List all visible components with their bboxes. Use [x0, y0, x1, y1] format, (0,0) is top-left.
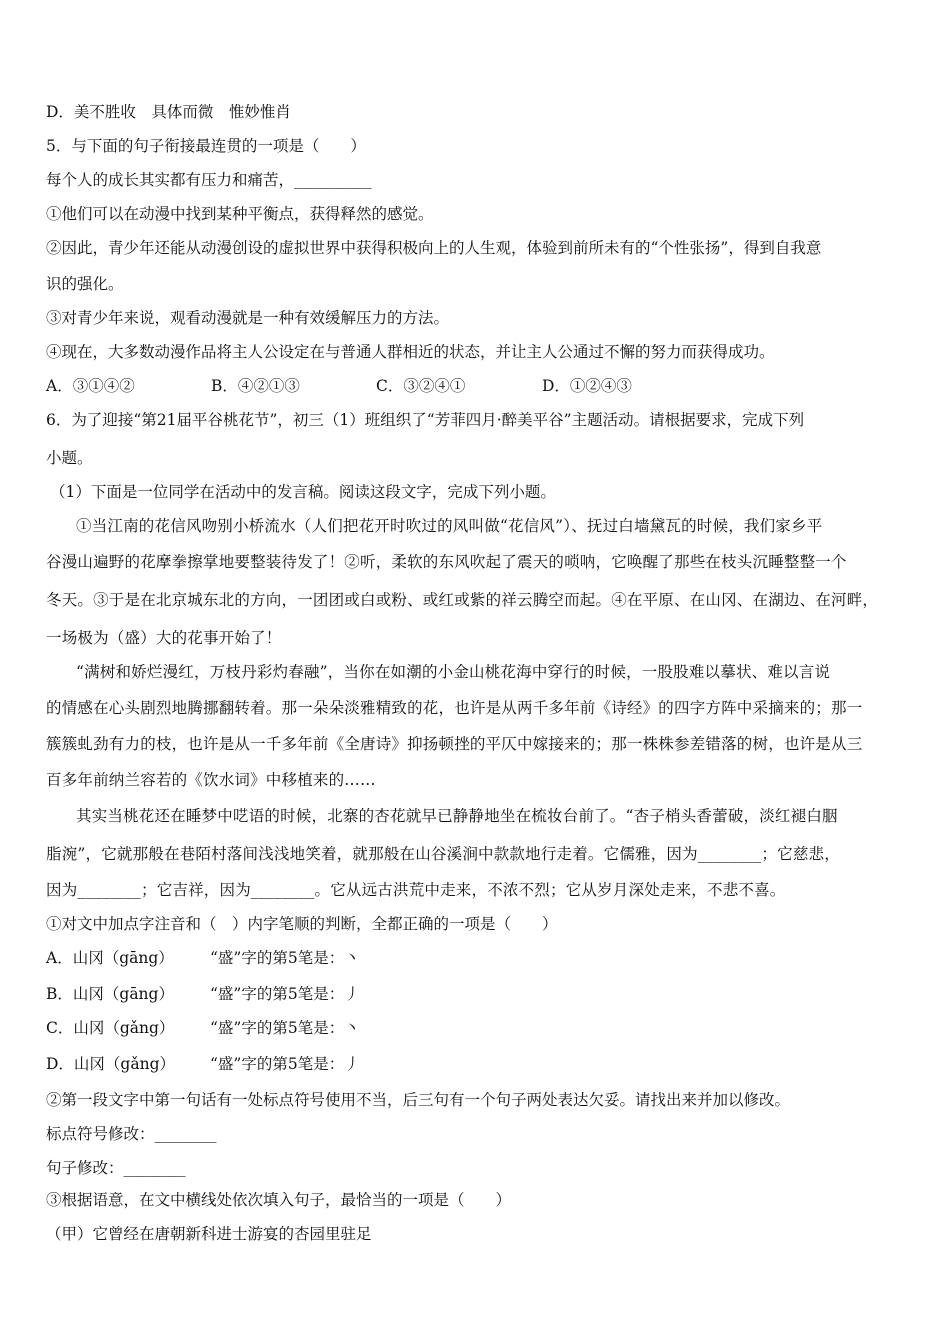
pinyin-option-label: C．山冈（gǎng） — [46, 1019, 175, 1037]
passage-p3-line3: 因为________；它吉祥，因为________。它从远古洪荒中走来，不浓不烈；它从岁月深处走来，不悲不喜。 — [46, 881, 786, 899]
question-iii: ③根据语意，在文中横线处依次填入句子，最恰当的一项是（ ） — [46, 1191, 512, 1209]
pinyin-option-label: B．山冈（gāng） — [46, 985, 174, 1003]
passage-p1-line1: ①当江南的花信风吻别小桥流水（人们把花开时吹过的风叫做“花信风”）、抚过白墙黛瓦的时候，我们家乡平 — [76, 517, 823, 535]
stroke-order-text: “盛”字的第5笔是：丶 — [210, 1019, 360, 1037]
q5-stem: 5．与下面的句子衔接最连贯的一项是（ ） — [46, 137, 366, 155]
q5-sentence-2a: ②因此，青少年还能从动漫创设的虚拟世界中获得积极向上的人生观，体验到前所未有的“个性张扬”，得到自我意 — [46, 239, 822, 257]
q5-sentence-3: ③对青少年来说，观看动漫就是一种有效缓解压力的方法。 — [46, 309, 450, 327]
passage-p3-line2: 脂涴”，它就那般在巷陌村落间浅浅地笑着，就那般在山谷溪涧中款款地行走着。它儒雅，因为________；它慈悲， — [46, 845, 840, 863]
stroke-order-text: “盛”字的第5笔是：丶 — [210, 949, 360, 967]
q5-sentence-4: ④现在，大多数动漫作品将主人公设定在与普通人群相近的状态，并让主人公通过不懈的努力而获得成功。 — [46, 343, 775, 361]
q5-option-a: A．③①④② — [46, 377, 135, 395]
question-ii: ②第一段文字中第一句话有一处标点符号使用不当，后三句有一个句子两处表达欠妥。请找出来并加以修改。 — [46, 1091, 791, 1109]
q4-option-d: D．美不胜收 具体而微 惟妙惟肖 — [46, 103, 291, 121]
passage-p1-line3: 冬天。③于是在北京城东北的方向，一团团或白或粉、或红或紫的祥云腾空而起。④在平原、在山冈、在湖边、在河畔， — [46, 591, 879, 609]
pinyin-option-label: D．山冈（gǎng） — [46, 1055, 175, 1073]
q6-stem-b: 小题。 — [46, 449, 93, 467]
q5-sentence-1: ①他们可以在动漫中找到某种平衡点，获得释然的感觉。 — [46, 205, 434, 223]
passage-p2-line4: 百多年前纳兰容若的《饮水词》中移植来的…… — [46, 771, 376, 789]
passage-p2-line1: “满树和娇烂漫红，万枝丹彩灼春融”，当你在如潮的小金山桃花海中穿行的时候，一股股难以摹状、难以言说 — [76, 663, 831, 681]
q6-stem-a: 6．为了迎接“第21届平谷桃花节”，初三（1）班组织了“芳菲四月·醉美平谷”主题活动。请根据要求，完成下列 — [46, 411, 805, 429]
passage-p1-line4: 一场极为（盛）大的花事开始了！ — [46, 629, 282, 647]
pinyin-option-label: A．山冈（gāng） — [46, 949, 174, 967]
q5-option-c: C．③②④① — [376, 377, 466, 395]
q6-subquestion-1: （1）下面是一位同学在活动中的发言稿。阅读这段文字，完成下列小题。 — [50, 483, 556, 501]
q5-lead-sentence: 每个人的成长其实都有压力和痛苦，__________ — [46, 171, 372, 189]
q5-option-d: D．①②④③ — [542, 377, 632, 395]
passage-p2-line3: 簇簇虬劲有力的枝，也许是从一千多年前《全唐诗》抑扬顿挫的平仄中嫁接来的；那一株株参差错落的树，也许是从三 — [46, 735, 863, 753]
sentence-fix-blank: 句子修改：________ — [46, 1159, 186, 1177]
passage-p1-line2: 谷漫山遍野的花摩拳擦掌地要整装待发了！②听，柔软的东风吹起了震天的唢呐，它唤醒了那些在枝头沉睡整整一个 — [46, 553, 847, 571]
q5-sentence-2b: 识的强化。 — [46, 275, 124, 293]
punctuation-fix-blank: 标点符号修改：________ — [46, 1125, 217, 1143]
q5-option-b: B．④②①③ — [211, 377, 300, 395]
question-i: ①对文中加点字注音和（ ）内字笔顺的判断，全都正确的一项是（ ） — [46, 915, 558, 933]
passage-p3-line1: 其实当桃花还在睡梦中呓语的时候，北寨的杏花就早已静静地坐在梳妆台前了。“杏子梢头香蕾破，淡红褪白胭 — [76, 807, 838, 825]
option-jia: （甲）它曾经在唐朝新科进士游宴的杏园里驻足 — [46, 1225, 372, 1243]
stroke-order-text: “盛”字的第5笔是：丿 — [210, 985, 360, 1003]
stroke-order-text: “盛”字的第5笔是：丿 — [210, 1055, 360, 1073]
passage-p2-line2: 的情感在心头剧烈地腾挪翻转着。那一朵朵淡雅精致的花，也许是从两千多年前《诗经》的四字方阵中采摘来的；那一 — [46, 699, 863, 717]
